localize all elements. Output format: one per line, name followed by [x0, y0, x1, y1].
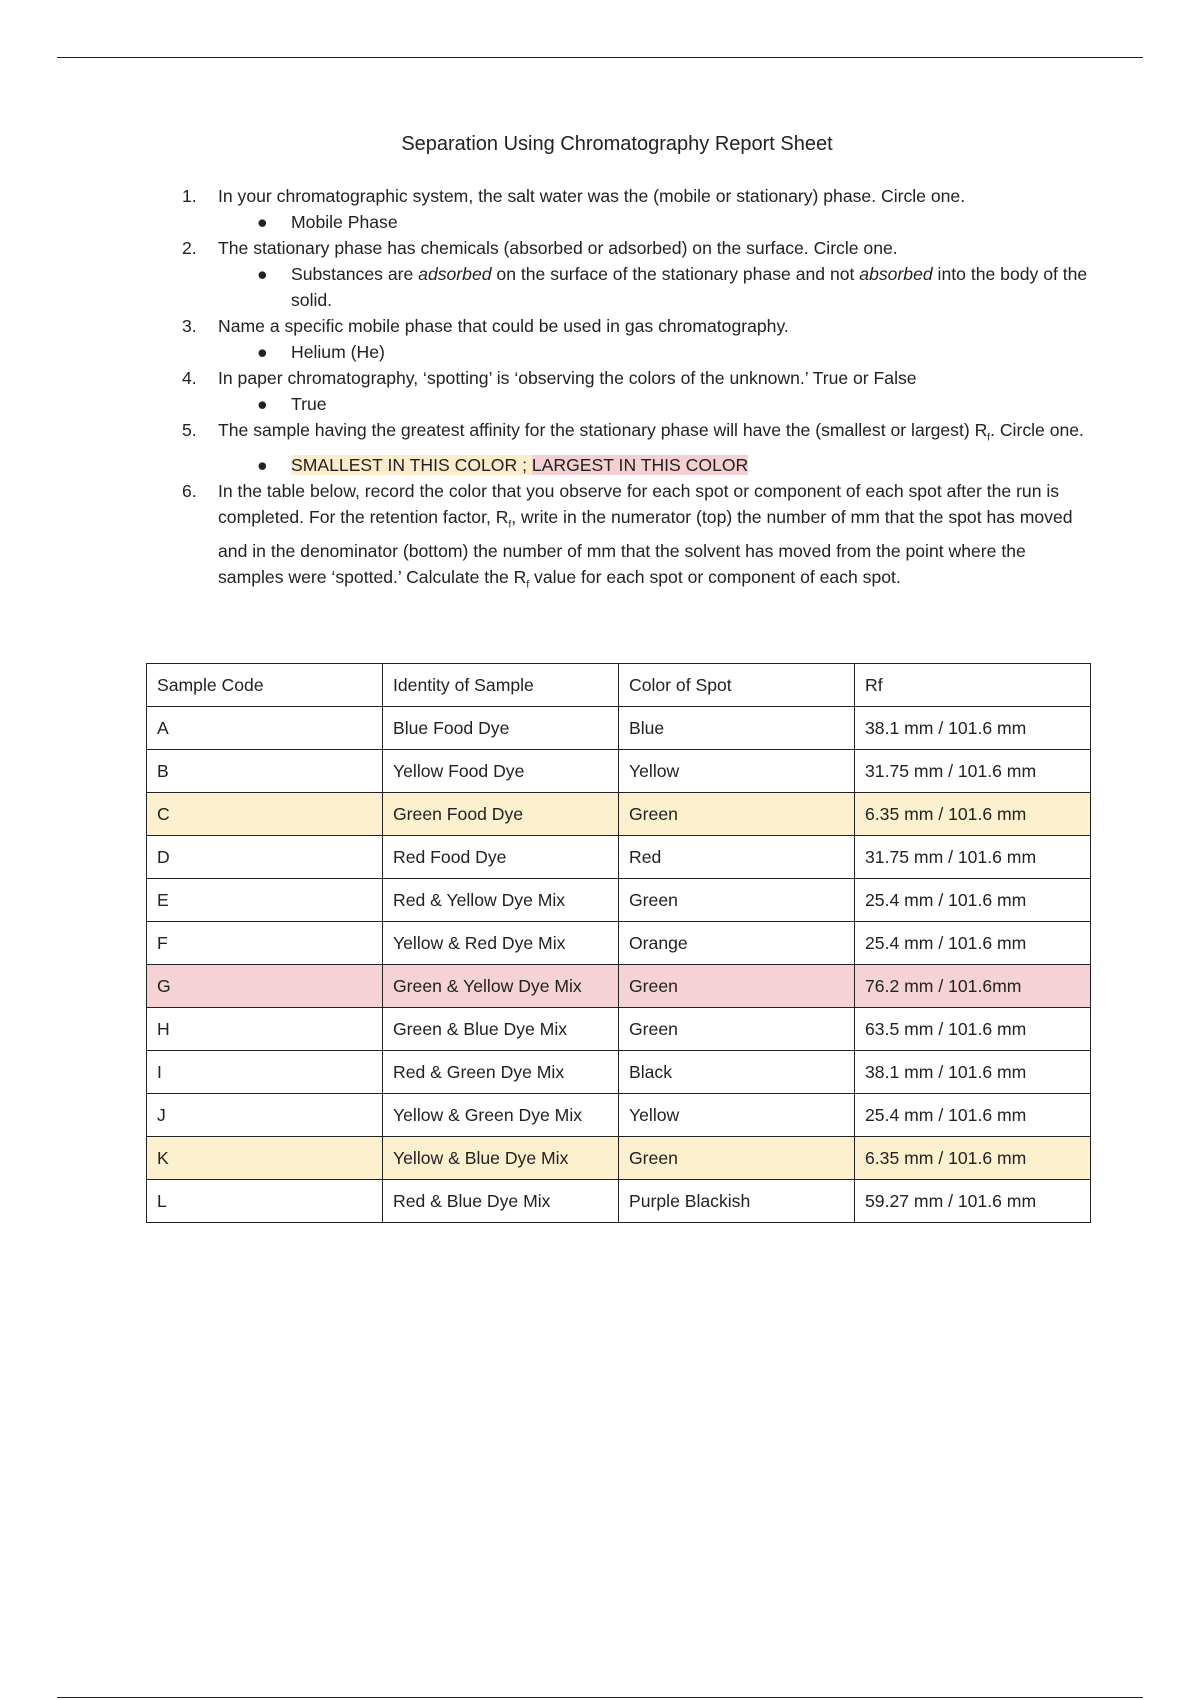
question-4 — [178, 365, 1090, 391]
identity-cell: Yellow & Blue Dye Mix — [383, 1137, 619, 1180]
identity-cell: Blue Food Dye — [383, 707, 619, 750]
sample-code-cell: H — [147, 1008, 383, 1051]
question-number: 3. — [182, 316, 197, 336]
sample-code-cell: I — [147, 1051, 383, 1094]
sample-code-cell: E — [147, 879, 383, 922]
header-identity: Identity of Sample — [383, 664, 619, 707]
header-color: Color of Spot — [619, 664, 855, 707]
footer-rule — [57, 1697, 1143, 1698]
answer-2 — [178, 261, 1090, 313]
sample-code-cell: B — [147, 750, 383, 793]
color-cell: Green — [619, 793, 855, 836]
header-rf: Rf — [855, 664, 1091, 707]
bullet-icon: ● — [257, 394, 268, 414]
answer-text-part: on the surface of the stationary phase and not — [491, 264, 860, 284]
answer-emphasis-adsorbed: adsorbed — [418, 264, 492, 284]
table-row — [147, 836, 1091, 879]
table-row-smallest — [147, 1137, 1091, 1180]
question-text-end: . Circle one. — [990, 420, 1084, 440]
rf-cell: 31.75 mm / 101.6 mm — [855, 836, 1091, 879]
table-row — [147, 922, 1091, 965]
rf-cell: 25.4 mm / 101.6 mm — [855, 922, 1091, 965]
color-cell: Purple Blackish — [619, 1180, 855, 1223]
identity-cell: Green Food Dye — [383, 793, 619, 836]
rf-subscript: f — [508, 519, 512, 531]
identity-cell: Red & Yellow Dye Mix — [383, 879, 619, 922]
rf-cell: 63.5 mm / 101.6 mm — [855, 1008, 1091, 1051]
rf-cell: 38.1 mm / 101.6 mm — [855, 707, 1091, 750]
rf-cell: 25.4 mm / 101.6 mm — [855, 879, 1091, 922]
question-number: 6. — [182, 480, 197, 501]
table-row — [147, 1180, 1091, 1223]
sample-code-cell: J — [147, 1094, 383, 1137]
question-number: 5. — [182, 420, 197, 440]
sample-code-cell: D — [147, 836, 383, 879]
sample-code-cell: C — [147, 793, 383, 836]
answer-1 — [178, 209, 1090, 235]
question-text: value for each spot or component of each spot. — [529, 567, 901, 588]
smallest-color-key: SMALLEST IN THIS COLOR — [291, 454, 518, 475]
color-cell: Yellow — [619, 750, 855, 793]
rf-cell: 25.4 mm / 101.6 mm — [855, 1094, 1091, 1137]
sample-code-cell: A — [147, 707, 383, 750]
question-text: In your chromatographic system, the salt water was the (mobile or stationary) phase. Circle one. — [218, 186, 966, 206]
largest-color-key: LARGEST IN THIS COLOR — [531, 454, 749, 475]
header-sample-code: Sample Code — [147, 664, 383, 707]
answer-text-part: into the body of the solid. — [291, 264, 1088, 310]
rf-cell: 76.2 mm / 101.6mm — [855, 965, 1091, 1008]
key-separator: ; — [517, 454, 532, 475]
answer-text: Mobile Phase — [291, 212, 398, 232]
table-row — [147, 707, 1091, 750]
identity-cell: Red & Blue Dye Mix — [383, 1180, 619, 1223]
page-title: Separation Using Chromatography Report Sheet — [401, 133, 833, 155]
rf-cell: 6.35 mm / 101.6 mm — [855, 793, 1091, 836]
color-cell: Green — [619, 965, 855, 1008]
table-row — [147, 879, 1091, 922]
rf-cell: 59.27 mm / 101.6 mm — [855, 1180, 1091, 1223]
question-text: Name a specific mobile phase that could be used in gas chromatography. — [218, 316, 789, 336]
header-rule — [57, 57, 1143, 58]
identity-cell: Green & Blue Dye Mix — [383, 1008, 619, 1051]
answer-text-part: Substances are — [291, 264, 419, 284]
color-cell: Red — [619, 836, 855, 879]
table-row-largest — [147, 965, 1091, 1008]
color-cell: Blue — [619, 707, 855, 750]
bullet-icon: ● — [257, 264, 268, 284]
table-row-smallest — [147, 793, 1091, 836]
bullet-icon: ● — [257, 454, 268, 475]
color-cell: Orange — [619, 922, 855, 965]
question-number: 4. — [182, 368, 197, 388]
rf-subscript: f — [526, 579, 530, 591]
answer-5 — [178, 452, 1090, 478]
table-header-row — [147, 664, 1091, 707]
identity-cell: Red Food Dye — [383, 836, 619, 879]
color-cell: Yellow — [619, 1094, 855, 1137]
question-number: 2. — [182, 238, 197, 258]
sample-code-cell: K — [147, 1137, 383, 1180]
question-3 — [178, 313, 1090, 339]
table-row — [147, 1094, 1091, 1137]
table-row — [147, 750, 1091, 793]
answer-3 — [178, 339, 1090, 365]
identity-cell: Yellow & Red Dye Mix — [383, 922, 619, 965]
question-5 — [178, 417, 1090, 452]
rf-subscript: f — [987, 432, 991, 444]
results-table — [146, 663, 1091, 1223]
rf-cell: 31.75 mm / 101.6 mm — [855, 750, 1091, 793]
question-text: The stationary phase has chemicals (absorbed or adsorbed) on the surface. Circle one. — [218, 238, 898, 258]
rf-cell: 6.35 mm / 101.6 mm — [855, 1137, 1091, 1180]
color-cell: Black — [619, 1051, 855, 1094]
rf-cell: 38.1 mm / 101.6 mm — [855, 1051, 1091, 1094]
sample-code-cell: L — [147, 1180, 383, 1223]
question-6 — [178, 478, 1090, 599]
bullet-icon: ● — [257, 212, 268, 232]
question-text: The sample having the greatest affinity for the stationary phase will have the (smallest or largest) R — [218, 420, 988, 440]
question-text: In the table below, record the color that you observe for each spot or component of each spot after the run is completed. For the retention factor, R — [218, 480, 1060, 527]
table-row — [147, 1051, 1091, 1094]
color-cell: Green — [619, 1137, 855, 1180]
answer-emphasis-absorbed: absorbed — [859, 264, 933, 284]
color-cell: Green — [619, 879, 855, 922]
question-text: , write in the numerator (top) the number of mm that the spot has moved and in the denominator (bottom) the number of mm that the solvent has moved from the point where the samples were ‘spotted.’ Calculate the R — [218, 506, 1073, 588]
bullet-icon: ● — [257, 342, 268, 362]
color-cell: Green — [619, 1008, 855, 1051]
sample-code-cell: F — [147, 922, 383, 965]
answer-4 — [178, 391, 1090, 417]
identity-cell: Green & Yellow Dye Mix — [383, 965, 619, 1008]
question-1 — [178, 183, 1090, 209]
identity-cell: Yellow Food Dye — [383, 750, 619, 793]
question-list — [178, 183, 1090, 599]
sample-code-cell: G — [147, 965, 383, 1008]
identity-cell: Yellow & Green Dye Mix — [383, 1094, 619, 1137]
table-row — [147, 1008, 1091, 1051]
identity-cell: Red & Green Dye Mix — [383, 1051, 619, 1094]
question-2 — [178, 235, 1090, 261]
question-number: 1. — [182, 186, 197, 206]
answer-text: True — [291, 394, 327, 414]
question-text: In paper chromatography, ‘spotting’ is ‘observing the colors of the unknown.’ True or False — [218, 368, 917, 388]
answer-text: Helium (He) — [291, 342, 385, 362]
